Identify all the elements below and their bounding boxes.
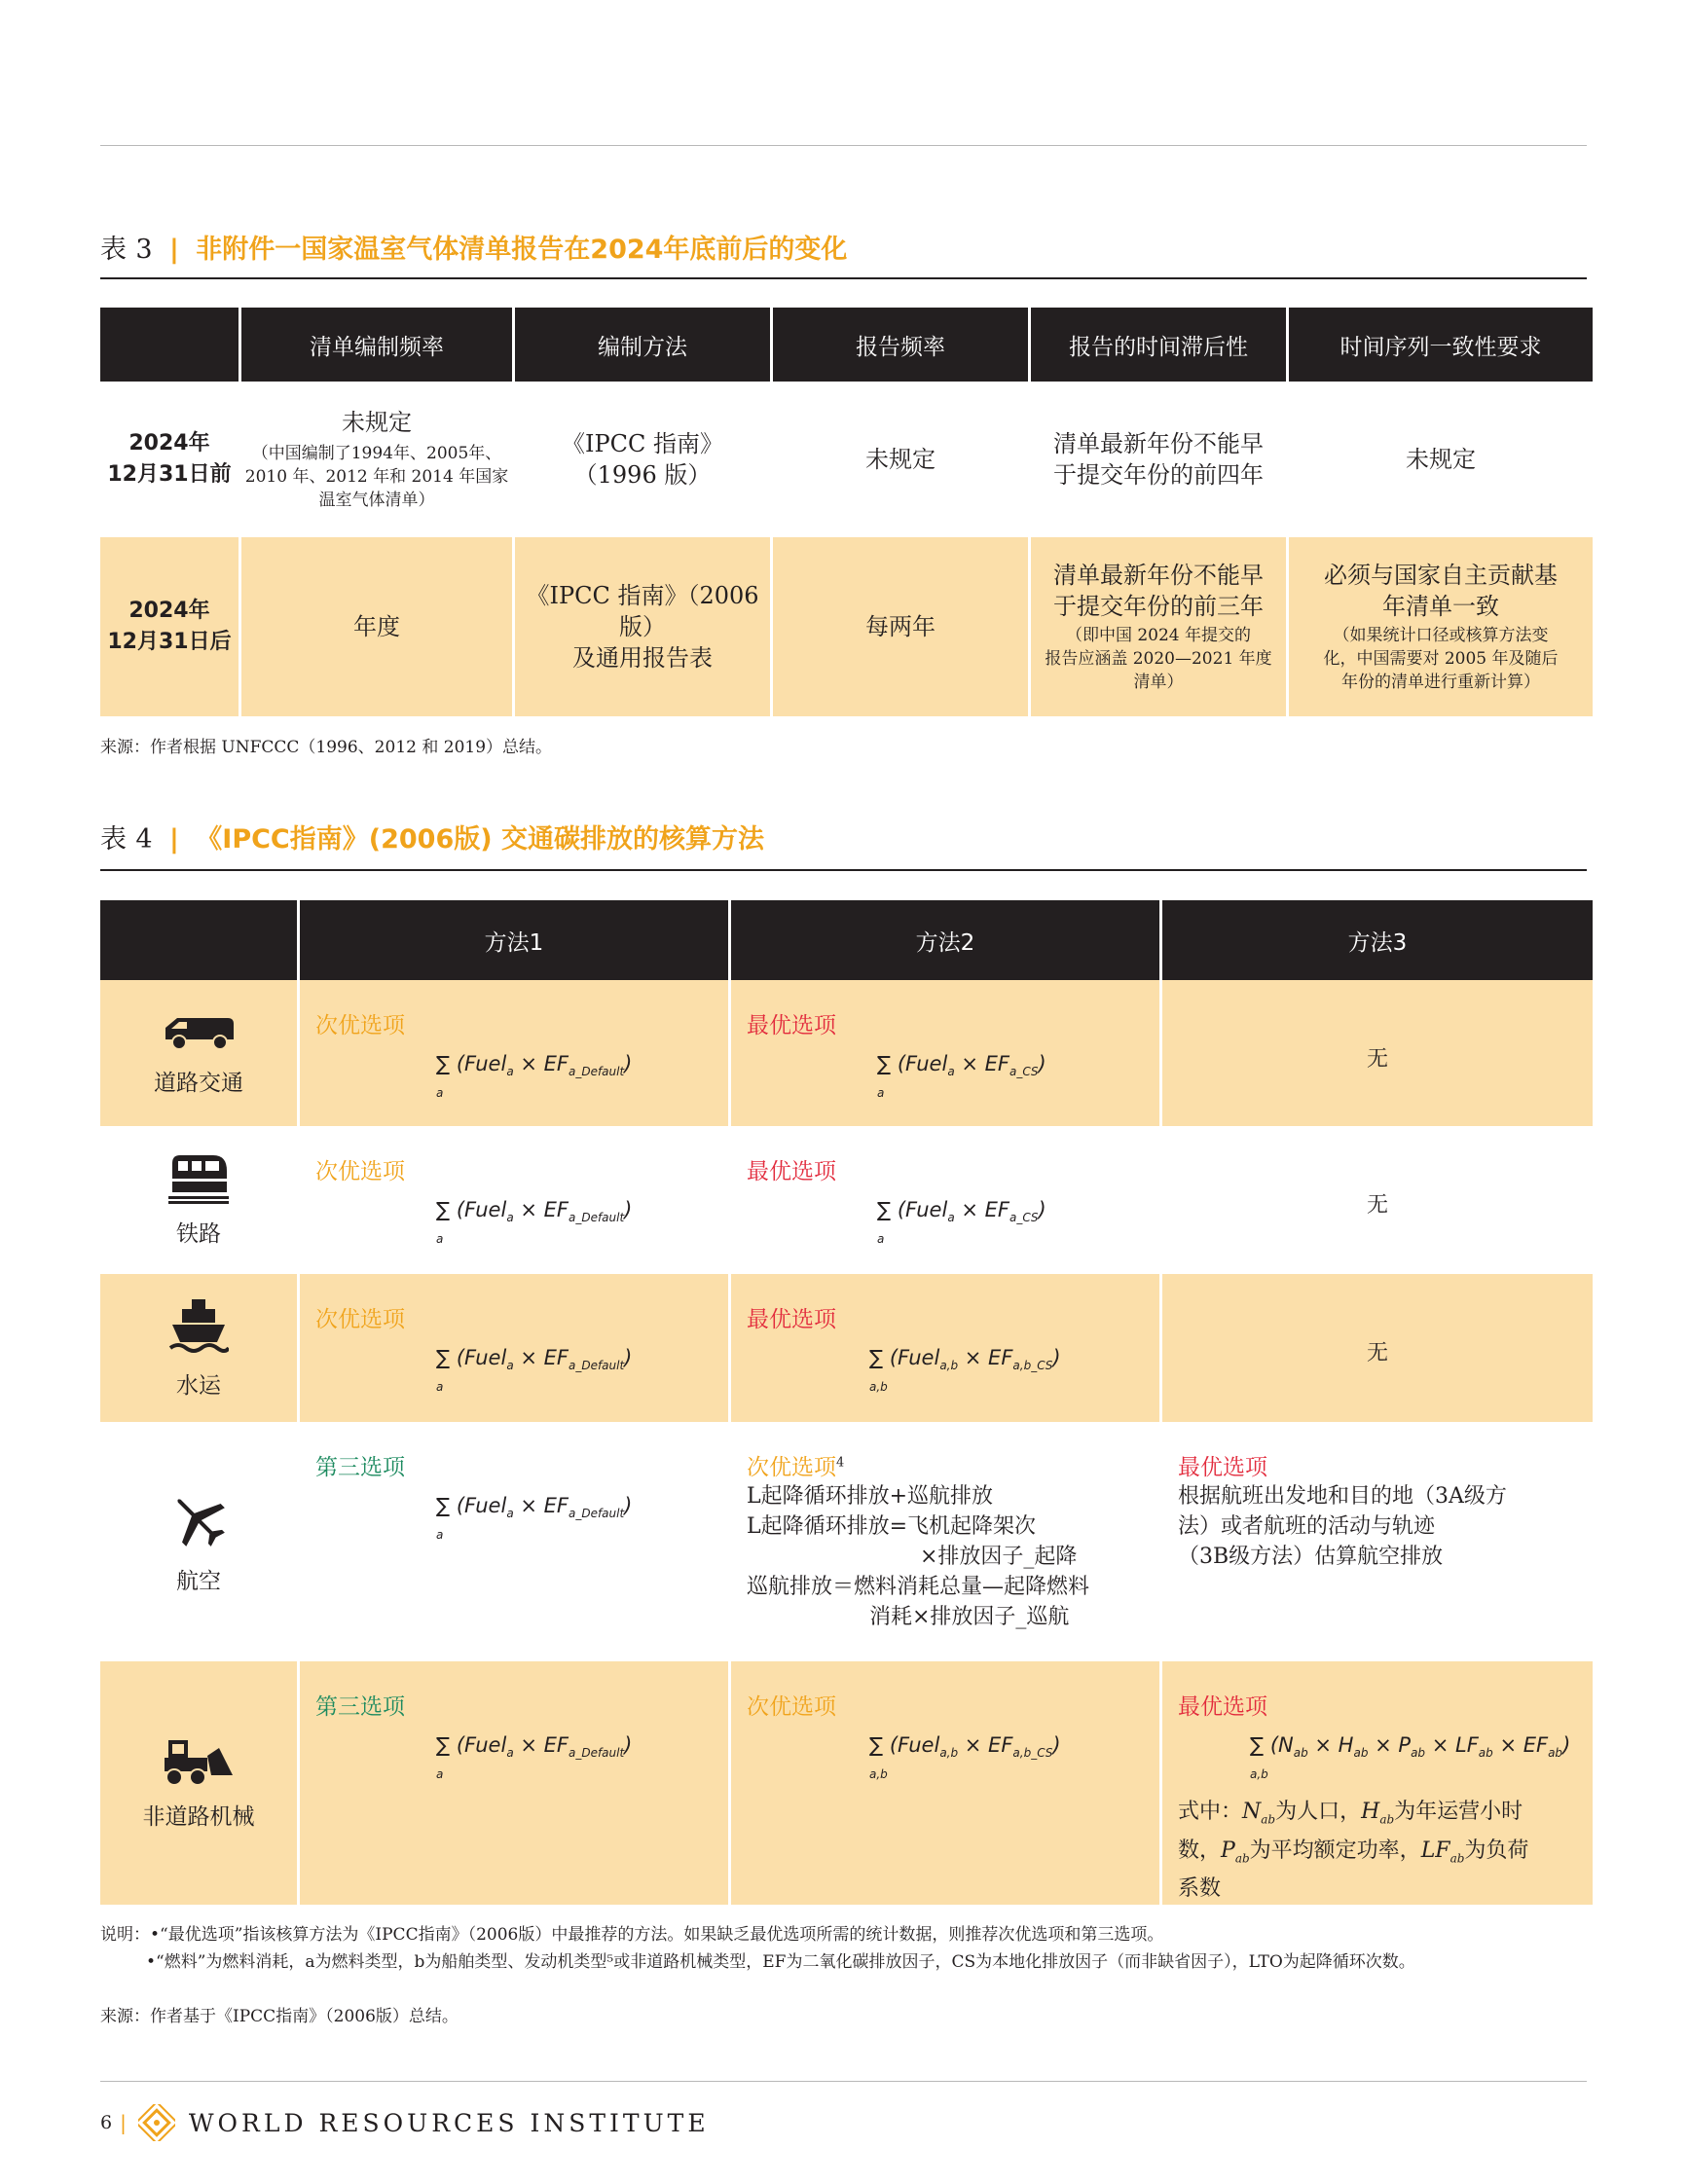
formula: ∑ (Fuel$_{a,b}$ × $EF_{a,b\_CS}$) a,b [869,1733,1061,1782]
table3-source: 来源：作者根据 UNFCCC（1996、2012 和 2019）总结。 [100,738,553,757]
mode-cell-air [100,1422,297,1661]
method1-cell [300,1422,728,1661]
option-label: 次优选项 [315,1159,405,1184]
table4-header: 方法3 [1162,900,1593,980]
table-row [100,537,1593,716]
mode-cell-rail [100,1126,297,1274]
mode-cell-offroad [100,1661,297,1905]
train-icon [166,1153,231,1204]
formula: ∑ $(N_{ab} \times H_{ab} \times P_{ab} \times LF_{ab} \times EF_{ab})$ a,b [1250,1733,1571,1782]
method2-cell [731,1274,1159,1422]
table-row [100,980,1593,1126]
airplane-icon [167,1489,230,1551]
consistency-cell: 必须与国家自主贡献基 年清单一致 （如果统计口径或核算方法变 化，中国需要对 2005 年及随后 年份的清单进行重新计算） [1289,537,1593,716]
none-text: 无 [1366,1047,1388,1072]
row-label: 2024年 12月31日后 [100,537,239,716]
formula: ∑ (Fuel$_a$ × $EF_{a\_Default}$) a [436,1052,633,1101]
table3-title: 表 3 | 非附件一国家温室气体清单报告在2024年底前后的变化 [100,235,848,265]
freq-cell: 年度 [241,537,512,716]
freq-cell: 未规定 （中国编制了1994年、2005年、 2010 年、2012 年和 2014 年国家 温室气体清单） [244,409,509,510]
formula: ∑ (Fuel$_a$ × $EF_{a\_Default}$) a [436,1198,633,1247]
table-row [100,382,1593,537]
method1-cell [300,1126,728,1274]
method-description: 根据航班出发地和目的地（3A级方 法）或者航班的活动与轨迹 （3B级方法）估算航空排放 [1178,1484,1507,1569]
method-cell: 《IPCC 指南》（2006 版） 及通用报告表 [515,537,770,716]
option-label: 次优选项$^4$ [747,1455,845,1480]
option-label: 次优选项 [747,1694,836,1720]
report-cell: 未规定 [865,446,936,473]
table4-title: 表 4 | 《IPCC指南》(2006版) 交通碳排放的核算方法 [100,824,764,855]
formula-explanation: 式中：$N_{ab}$为人口，$H_{ab}$为年运营小时 数，$P_{ab}$为平均额定功率，$LF_{ab}$为负荷 系数 [1178,1800,1529,1901]
page-number: 6 [100,2112,113,2133]
method1-cell [300,1274,728,1422]
method2-cell [731,1661,1159,1905]
table4-header: 方法2 [731,900,1159,980]
none-text: 无 [1366,1193,1388,1218]
table3-prefix: 表 [100,235,127,265]
top-rule [100,145,1587,146]
option-label: 第三选项 [315,1694,405,1720]
mode-label: 道路交通 [154,1070,243,1096]
table3-title-rule [100,277,1587,279]
bulldozer-icon [161,1736,237,1787]
wri-logo-icon [138,2104,175,2141]
table4-prefix: 表 [100,824,127,855]
option-label: 最优选项 [747,1307,836,1332]
table3-corner [100,308,239,382]
method1-cell [300,1661,728,1905]
method3-cell [1162,1422,1593,1661]
footer-rule [100,2081,1587,2082]
formula: ∑ (Fuel$_a$ × $EF_{a\_CS}$) a [877,1052,1046,1101]
mode-cell-water [100,1274,297,1422]
footer: 6 | WORLD RESOURCES INSTITUTE [100,2104,710,2141]
option-label: 第三选项 [315,1455,405,1480]
table4-header: 方法1 [300,900,728,980]
method2-cell [731,1126,1159,1274]
table3-header: 清单编制频率 [241,308,512,382]
table3-title-text: 非附件一国家温室气体清单报告在2024年底前后的变化 [196,235,848,265]
option-label: 最优选项 [747,1013,836,1038]
table3-header: 报告频率 [773,308,1028,382]
option-label: 次优选项 [315,1013,405,1038]
table4-title-rule [100,869,1587,871]
option-label: 最优选项 [747,1159,836,1184]
table3-header: 编制方法 [515,308,770,382]
table4-note-1: 说明：•“最优选项”指该核算方法为《IPCC指南》（2006版）中最推荐的方法。如果缺乏最优选项所需的统计数据，则推荐次优选项和第三选项。 [100,1925,1164,1945]
table4-num: 4 [135,824,153,855]
table3-header: 报告的时间滞后性 [1031,308,1286,382]
mode-label: 铁路 [176,1220,221,1247]
formula: ∑ (Fuel$_a$ × $EF_{a\_Default}$) a [436,1733,633,1782]
method2-cell [731,1422,1159,1661]
ship-icon [168,1297,229,1356]
table4 [97,900,1596,1905]
table4-note-2: •“燃料”为燃料消耗，a为燃料类型，b为船舶类型、发动机类型⁵或非道路机械类型，EF为二氧化碳排放因子，CS为本地化排放因子（而非缺省因子），LTO为起降循环次数。 [146,1952,1415,1972]
method2-cell [731,980,1159,1126]
lag-cell: 清单最新年份不能早 于提交年份的前三年 （即中国 2024 年提交的 报告应涵盖 2020—2021 年度 清单） [1031,537,1286,716]
table3-header: 时间序列一致性要求 [1289,308,1593,382]
org-name: WORLD RESOURCES INSTITUTE [188,2108,710,2137]
mode-label: 非道路机械 [142,1803,255,1830]
mode-label: 航空 [176,1568,221,1594]
method3-cell [1162,1661,1593,1905]
table3 [97,308,1596,716]
none-text: 无 [1366,1341,1388,1365]
method-description: L起降循环排放+巡航排放 L起降循环排放=飞机起降架次 ×排放因子_起降 巡航排放＝燃料消耗总量—起降燃料 消耗×排放因子_巡航 [747,1484,1090,1629]
method1-cell [300,980,728,1126]
method3-cell [1162,1274,1593,1422]
table4-title-text: 《IPCC指南》(2006版) 交通碳排放的核算方法 [196,824,764,855]
report-cell: 每两年 [773,537,1028,716]
method3-cell [1162,1126,1593,1274]
option-label: 最优选项 [1178,1694,1267,1720]
table-row [100,1661,1593,1905]
mode-label: 水运 [176,1372,221,1399]
table-row [100,1422,1593,1661]
formula: ∑ (Fuel$_a$ × $EF_{a\_CS}$) a [877,1198,1046,1247]
formula: ∑ (Fuel$_a$ × $EF_{a\_Default}$) a [436,1494,633,1543]
table3-num: 3 [135,235,153,265]
option-label: 次优选项 [315,1307,405,1332]
formula: ∑ (Fuel$_a$ × $EF_{a\_Default}$) a [436,1346,633,1395]
formula: ∑ (Fuel$_{a,b}$ × $EF_{a,b\_CS}$) a,b [869,1346,1061,1395]
method-cell: 《IPCC 指南》 （1996 版） [562,430,723,489]
lag-cell: 清单最新年份不能早 于提交年份的前四年 [1053,430,1264,489]
option-label: 最优选项 [1178,1455,1267,1480]
table4-source: 来源：作者基于《IPCC指南》（2006版）总结。 [100,2007,459,2026]
table-row [100,1126,1593,1274]
table-row [100,1274,1593,1422]
consistency-cell: 未规定 [1406,446,1476,473]
van-icon [160,1010,238,1053]
method3-cell [1162,980,1593,1126]
table4-corner [100,900,297,980]
row-label: 2024年 12月31日前 [107,431,232,487]
mode-cell-road [100,980,297,1126]
